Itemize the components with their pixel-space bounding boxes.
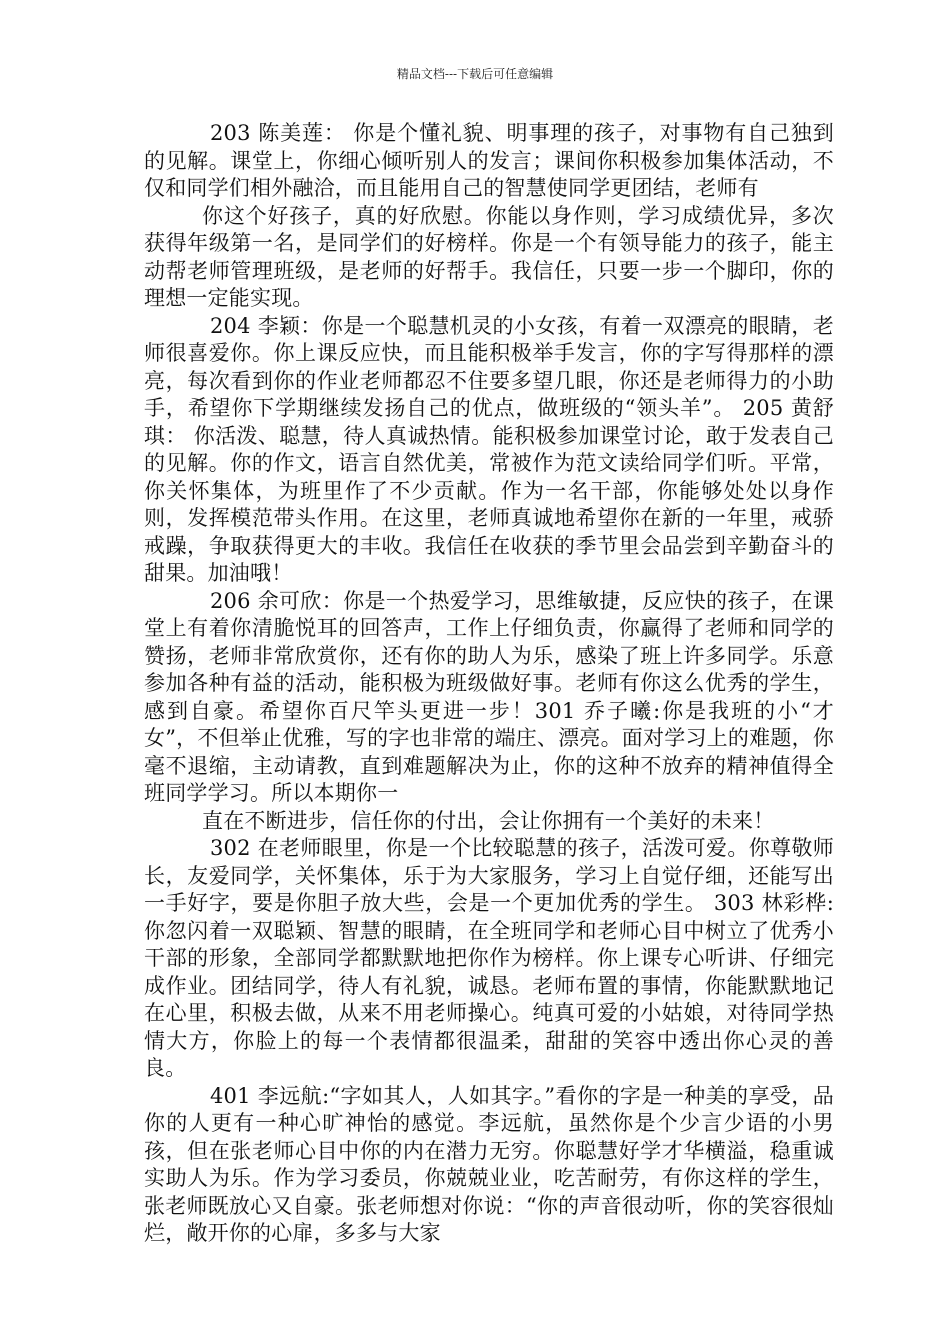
paragraph-203-continued: 你这个好孩子，真的好欣慰。你能以身作则，学习成绩优异，多次获得年级第一名，是同学们的好榜样。你是一个有领导能力的孩子，能主动帮老师管理班级，是老师的好帮手。我信任，只要一步一个脚印，你的理想一定能实现。	[144, 203, 834, 310]
paragraph-302-303: 302 在老师眼里，你是一个比较聪慧的孩子，活泼可爱。你尊敬师长，友爱同学，关怀集体，乐于为大家服务，学习上自觉仔细，还能写出一手好字，要是你胆子放大些，会是一个更加优秀的学生。 303 林彩桦:你忽闪着一双聪颖、智慧的眼睛，在全班同学和老师心目中树立了优秀小干部的形象，全部同学都默默地把你作为榜样。你上课专心听讲、仔细完成作业。团结同学，待人有礼貌，诚恳。老师布置的事情，你能默默地记在心里，积极去做，从来不用老师操心。纯真可爱的小姑娘，对待同学热情大方，你脸上的每一个表情都很温柔，甜甜的笑容中透出你心灵的善良。	[144, 836, 834, 1080]
paragraph-206-301: 206 余可欣：你是一个热爱学习，思维敏捷，反应快的孩子，在课堂上有着你清脆悦耳的回答声，工作上仔细负责，你赢得了老师和同学的赞扬，老师非常欣赏你，还有你的助人为乐，感染了班上许多同学。乐意参加各种有益的活动，能积极为班级做好事。老师有你这么优秀的学生，感到自豪。希望你百尺竿头更进一步！301 乔子曦:你是我班的小“才女”，不但举止优雅，写的字也非常的端庄、漂亮。面对学习上的难题，你毫不退缩，主动请教，直到难题解决为止，你的这种不放弃的精神值得全班同学学习。所以本期你一	[144, 588, 834, 805]
paragraph-301-continued: 直在不断进步，信任你的付出，会让你拥有一个美好的未来！	[202, 808, 775, 833]
paragraph-204-205: 204 李颖：你是一个聪慧机灵的小女孩，有着一双漂亮的眼睛，老师很喜爱你。你上课反应快，而且能积极举手发言，你的字写得那样的漂亮，每次看到你的作业老师都忍不住要多望几眼，你还是老师得力的小助手，希望你下学期继续发扬自己的优点，做班级的“领头羊”。 205 黄舒琪： 你活泼、聪慧，待人真诚热情。能积极参加课堂讨论，敢于发表自己的见解。你的作文，语言自然优美，常被作为范文读给同学们听。平常，你关怀集体，为班里作了不少贡献。作为一名干部，你能够处处以身作则，发挥模范带头作用。在这里，老师真诚地希望你在新的一年里，戒骄戒躁，争取获得更大的丰收。我信任在收获的季节里会品尝到辛勤奋斗的甜果。加油哦！	[144, 313, 834, 585]
paragraph-401: 401 李远航:“字如其人，人如其字。”看你的字是一种美的享受，品你的人更有一种心旷神怡的感觉。李远航，虽然你是个少言少语的小男孩，但在张老师心目中你的内在潜力无穷。你聪慧好学才华横溢，稳重诚实助人为乐。作为学习委员，你兢兢业业，吃苦耐劳，有你这样的学生，张老师既放心又自豪。张老师想对你说：“你的声音很动听，你的笑容很灿烂，敞开你的心扉，多多与大家	[144, 1083, 834, 1245]
paragraph-203: 203 陈美莲： 你是个懂礼貌、明事理的孩子，对事物有自己独到的见解。课堂上，你细心倾听别人的发言；课间你积极参加集体活动，不仅和同学们相外融洽，而且能用自己的智慧使同学更团结，老师有	[144, 121, 834, 200]
document-header: 精品文档---下载后可任意编辑	[396, 67, 554, 81]
document-body	[144, 120, 834, 1248]
